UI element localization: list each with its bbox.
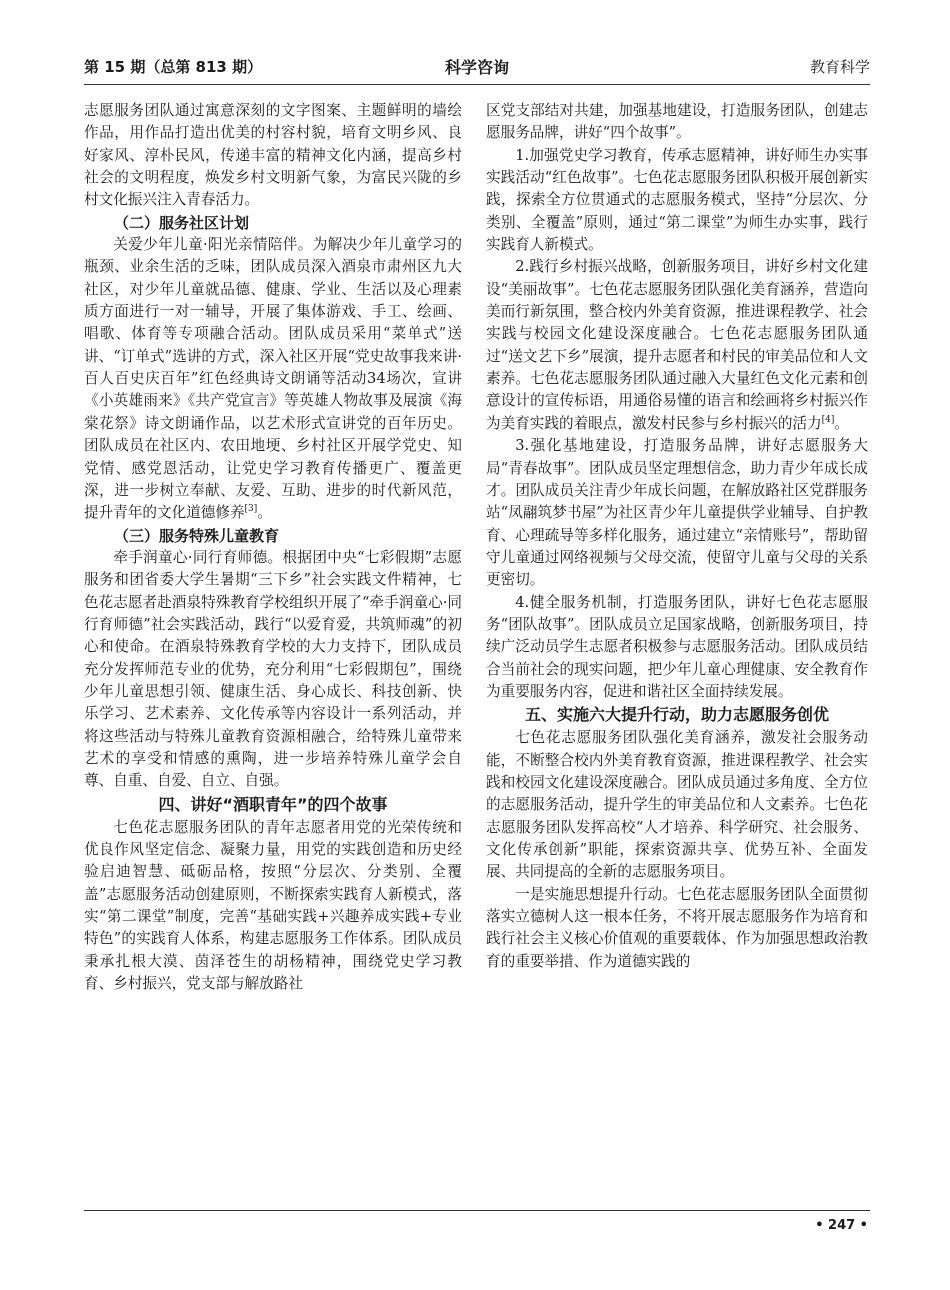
- journal-title: 科学咨询: [444, 58, 509, 77]
- paragraph-text: 2.践行乡村振兴战略，创新服务项目，讲好乡村文化建设“美丽故事”。七色花志愿服务团队强化美育涵养，营造向美而行新氛围，整合校内外美育资源，推进课程教学、社会实践与校园文化建设深度融合。七色花志愿服务团队通过“送文艺下乡”展演，提升志愿者和村民的审美品位和人文素养。七色花志愿服务团队通过融入大量红色文化元素和创意设计的宣传标语，用通俗易懂的语言和绘画将乡村振兴作为美育实践的着眼点，激发村民参与乡村振兴的活力: [486, 258, 868, 432]
- paragraph-text: 关爱少年儿童·阳光亲情陪伴。为解决少年儿童学习的瓶颈、业余生活的乏味，团队成员深入酒泉市肃州区九大社区，对少年儿童就品德、健康、学业、生活以及心理素质方面进行一对一辅导，开展了集体游戏、手工、绘画、唱歌、体育等专项融合活动。团队成员采用“菜单式”送讲、“订单式”选讲的方式，深入社区开展“党史故事我来讲·百人百史庆百年”红色经典诗文朗诵等活动34场次，宣讲《小英雄雨来》《共产党宣言》等英雄人物故事及展演《海棠花祭》诗文朗诵作品，以艺术形式宣讲党的百年历史。团队成员在社区内、农田地埂、乡村社区开展学党史、知党情、感党恩活动，让党史学习教育传播更广、覆盖更深，进一步树立奉献、友爱、互助、进步的时代新风范，提升青年的文化道德修养: [84, 236, 462, 522]
- paragraph: 一是实施思想提升行动。七色花志愿服务团队全面贯彻落实立德树人这一根本任务，不将开展志愿服务作为培育和践行社会主义核心价值观的重要载体、作为加强思想政治教育的重要举措、作为道德实践的: [486, 885, 868, 970]
- page-number: • 247 •: [815, 1218, 868, 1233]
- section-name: 教育科学: [809, 58, 870, 76]
- paragraph: 七色花志愿服务团队强化美育涵养，激发社会服务动能，不断整合校内外美育教育资源，推进课程教学、社会实践和校园文化建设深度融合。团队成员通过多角度、全方位的志愿服务活动，提升学生的审美品位和人文素养。七色花志愿服务团队发挥高校“人才培养、科学研究、社会服务、文化传承创新”职能，探索资源共享、优势互补、全面发展、共同提高的全新的志愿服务项目。: [486, 729, 868, 881]
- paragraph: 1.加强党史学习教育，传承志愿精神，讲好师生办实事实践活动“红色故事”。七色花志愿服务团队积极开展创新实践，探索全方位贯通式的志愿服务模式，坚持“分层次、分类别、全覆盖”原则，通过“第二课堂”为师生办实事，践行实践育人新模式。: [486, 146, 868, 254]
- section-heading-four-stories: 四、讲好“酒职青年”的四个故事: [158, 794, 388, 814]
- paragraph-end: 。: [257, 504, 272, 522]
- right-column: [486, 100, 868, 1200]
- paragraph: 区党支部结对共建，加强基地建设，打造服务团队，创建志愿服务品牌，讲好“四个故事”。: [486, 102, 868, 142]
- citation-ref: [3]: [244, 504, 258, 515]
- footer-divider: [84, 1210, 870, 1211]
- paragraph: 志愿服务团队通过寓意深刻的文字图案、主题鲜明的墙绘作品，用作品打造出优美的村容村貌，培育文明乡风、良好家风、淳朴民风，传递丰富的精神文化内涵，提高乡村社会的文明程度，焕发乡村文明新气象，为富民兴陇的乡村文化振兴注入青春活力。: [84, 102, 462, 209]
- section-heading-special-education: （三）服务特殊儿童教育: [114, 526, 280, 545]
- paragraph: 七色花志愿服务团队的青年志愿者用党的光荣传统和优良作风坚定信念、凝聚力量，用党的实践创造和历史经验启迪智慧、砥砺品格，按照“分层次、分类别、全覆盖”志愿服务活动创建原则，不断探索实践育人新模式，落实“第二课堂”制度，完善“基础实践+兴趣养成实践+专业特色”的实践育人体系，构建志愿服务工作体系。团队成员秉承扎根大漠、茵泽苍生的胡杨精神，围绕党史学习教育、乡村振兴，党支部与解放路社: [84, 818, 462, 993]
- citation-ref: [4]: [821, 414, 835, 425]
- section-heading-community: （二）服务社区计划: [114, 213, 250, 232]
- paragraph-end: 。: [834, 414, 850, 432]
- paragraph: 3.强化基地建设，打造服务品牌，讲好志愿服务大局“青春故事”。团队成员坚定理想信念，助力青少年成长成才。团队成员关注青少年成长问题，在解放路社区党群服务站“凤翮筑梦书屋”为社区青少年儿童提供学业辅导、自护教育、心理疏导等多样化服务，通过建立“亲情账号”，帮助留守儿童通过网络视频与父母交流，使留守儿童与父母的关系更密切。: [486, 437, 868, 589]
- paragraph: 牵手润童心·同行育师德。根据团中央“七彩假期”志愿服务和团省委大学生暑期“三下乡”社会实践文件精神，七色花志愿者赴酒泉特殊教育学校组织开展了“牵手润童心·同行育师德”社会实践活动，践行“以爱育爱，共筑师魂”的初心和使命。在酒泉特殊教育学校的大力支持下，团队成员充分发挥师范专业的优势，充分利用“七彩假期包”，围绕少年儿童思想引领、健康生活、身心成长、科技创新、快乐学习、艺术素养、文化传承等内容设计一系列活动，并将这些活动与特殊儿童教育资源相融合，给特殊儿童带来艺术的享受和情感的熏陶，进一步培养特殊儿童学会自尊、自重、自爱、自立、自强。: [84, 548, 462, 790]
- paragraph: [486, 256, 868, 435]
- paragraph: 4.健全服务机制，打造服务团队，讲好七色花志愿服务“团队故事”。团队成员立足国家战略，创新服务项目，持续广泛动员学生志愿者积极参与志愿服务活动。团队成员结合当前社会的现实问题，把少年儿童心理健康、安全教育作为重要服务内容，促进和谐社区全面持续发展。: [486, 593, 868, 700]
- running-header: [84, 50, 870, 85]
- left-column: [84, 100, 462, 1200]
- paragraph: [84, 234, 462, 524]
- section-heading-six-actions: 五、实施六大提升行动，助力志愿服务创优: [524, 705, 829, 725]
- issue-number: 第 15 期（总第 813 期）: [84, 58, 263, 76]
